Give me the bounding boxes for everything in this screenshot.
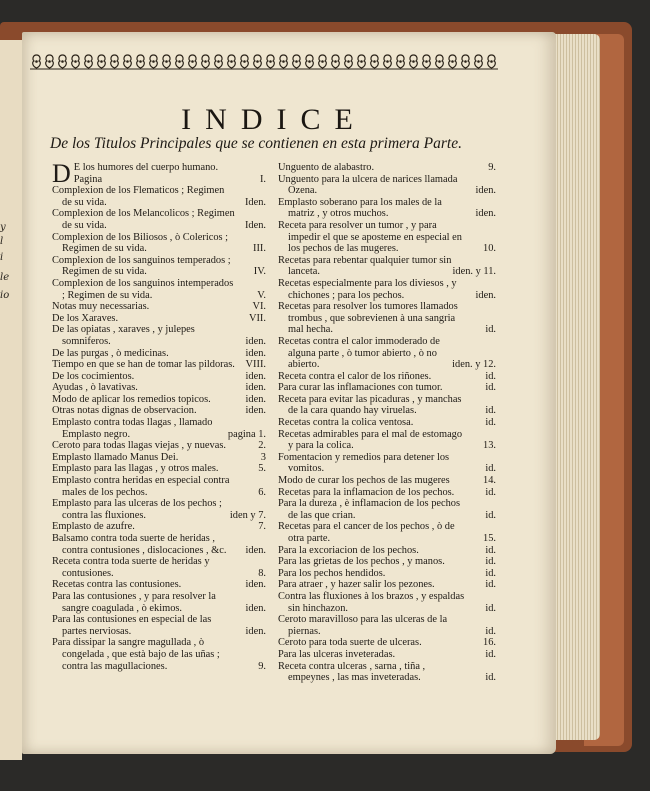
entry-title: Modo de aplicar los remedios topicos. [52, 393, 211, 405]
entry-title: Modo de curar los pechos de las mugeres [278, 475, 450, 487]
entry-page-number: iden. [245, 405, 266, 417]
margin-fragment: y [0, 222, 6, 233]
index-entry: Complexion de los sanguinos intemperados ; Regimen de su vida. V. [52, 277, 266, 301]
entry-page-number: id. [485, 370, 496, 382]
entry-title: Ceroto para toda suerte de ulceras. [278, 637, 422, 649]
entry-page-number: VII. [248, 312, 266, 324]
index-entry: Emplasto para las llagas , y otros males. 5. [52, 463, 266, 475]
entry-title: Para las contusiones en especial de las partes nerviosas. [52, 614, 212, 637]
entry-page-number: iden. [475, 208, 496, 220]
entry-page-number: iden. [245, 625, 266, 637]
index-entry [52, 185, 266, 208]
index-entry [278, 649, 496, 661]
entry-page-number: id. [485, 382, 496, 394]
entry-title: Emplasto para las llagas , y otros males. [52, 463, 219, 475]
entry-title: Recetas para la inflamacion de los pechos. [278, 486, 455, 498]
entry-page-number: iden. [245, 393, 266, 405]
entry-page-number: id. [485, 567, 496, 579]
entry-title: Para la excoriacion de los pechos. [278, 544, 419, 556]
entry-title: Complexion de los Biliosos , ò Colericos ; Regimen de su vida. [52, 231, 229, 255]
index-entry [52, 359, 266, 371]
entry-page-number: iden. [245, 579, 266, 591]
page-subtitle: De los Titulos Principales que se contienen en esta primera Parte. [50, 135, 462, 152]
index-entry [278, 545, 496, 557]
entry-page-number: id. [485, 672, 496, 684]
index-entry [278, 452, 496, 475]
entry-title: Recetas especialmente para los diviesos , y chichones ; para los pechos. [278, 277, 457, 301]
entry-title: Recetas para rebentar qualquier tumor sin lanceta. [278, 254, 452, 278]
entry-page-number: id. [485, 648, 496, 660]
index-column-left [52, 159, 266, 672]
entry-page-number: 10. [483, 243, 496, 255]
index-entry [52, 301, 266, 313]
entry-page-number: id. [485, 544, 496, 556]
index-entry [52, 405, 266, 417]
entry-title: Receta contra ulceras , sarna , tiña , empeynes , las mas inveteradas. [278, 660, 426, 684]
index-entry [52, 614, 266, 637]
index-entry [278, 614, 496, 637]
index-entry [278, 475, 496, 487]
index-entry: Unguento de alabastro. 9. [278, 162, 496, 173]
index-entry [278, 336, 496, 371]
margin-fragment: le [0, 272, 10, 283]
entry-title: Para atraer , y hazer salir los pezones. [278, 579, 435, 591]
index-entry [278, 498, 496, 521]
entry-page-number: IV. [253, 266, 266, 278]
entry-page-number: id. [485, 324, 496, 336]
index-entry [52, 591, 266, 614]
entry-title: Balsamo contra toda suerte de heridas , contra contusiones , dislocaciones , &c. [52, 533, 227, 556]
page-title: INDICE [181, 103, 367, 136]
index-entry [278, 637, 496, 649]
entry-title: Recetas contra la colica ventosa. [278, 417, 414, 429]
entry-page-number: iden. [245, 335, 266, 347]
entry-title: Ceroto maravilloso para las ulceras de la piernas. [278, 614, 448, 637]
index-entry: Ceroto para todas llagas viejas , y nuevas. 2. [52, 440, 266, 452]
index-entry [52, 208, 266, 231]
index-entry [52, 394, 266, 406]
entry-page-number: 16. [483, 637, 496, 649]
entry-title: Receta para resolver un tumor , y para impedir el que se aposteme en especial en los pechos de las mugeres. [278, 219, 462, 255]
entry-page-number: id. [485, 463, 496, 475]
entry-title: Para dissipar la sangre magullada , ò congelada , que està bajo de las uñas ; contra las magullaciones. [52, 637, 220, 672]
entry-page-number: pagina 1. [227, 428, 266, 440]
index-entry [52, 382, 266, 394]
entry-page-number: id. [485, 509, 496, 521]
entry-page-number: iden. [245, 382, 266, 394]
entry-title: Receta contra el calor de los riñones. [278, 370, 432, 382]
index-entry [278, 174, 496, 197]
entry-title: Para las ulceras inveteradas. [278, 648, 396, 660]
entry-title: E los humores del cuerpo humano. Pagina [73, 162, 219, 185]
entry-title: Emplasto de azufre. [52, 521, 135, 533]
entry-page-number: iden. [245, 347, 266, 359]
entry-page-number: iden. [475, 185, 496, 197]
entry-page-number: id. [485, 556, 496, 568]
entry-title: Ayudas , ò lavativas. [52, 382, 138, 394]
entry-page-number: Iden. [244, 219, 266, 231]
index-entry [52, 417, 266, 440]
entry-title: De los cocimientos. [52, 370, 135, 382]
decorative-border-ornament [30, 53, 498, 71]
index-entry: Receta contra toda suerte de heridas y contusiones. 8. [52, 556, 266, 579]
margin-fragment: i [0, 252, 4, 263]
entry-page-number: VIII. [245, 359, 266, 371]
entry-title: Tiempo en que se han de tomar las pildoras. [52, 359, 235, 371]
entry-title: Notas muy necessarias. [52, 301, 150, 313]
entry-title: Recetas contra las contusiones. [52, 579, 182, 591]
index-entry [52, 324, 266, 347]
index-entry [278, 579, 496, 591]
entry-title: Para las grietas de los pechos , y manos. [278, 556, 445, 568]
entry-page-number: id. [485, 417, 496, 429]
entry-title: Receta contra toda suerte de heridas y contusiones. [52, 556, 210, 579]
index-entry [278, 568, 496, 580]
entry-page-number: 13. [483, 440, 496, 452]
entry-title: De las opiatas , xaraves , y julepes somniferos. [52, 324, 195, 347]
entry-title: Emplasto contra todas llagas , llamado Emplasto negro. [52, 417, 213, 440]
index-entry [278, 197, 496, 220]
index-entry: Para dissipar la sangre magullada , ò congelada , que està bajo de las uñas ; contra las magullaciones. 9. [52, 637, 266, 672]
index-entry [52, 255, 266, 278]
entry-page-number: iden. [245, 544, 266, 556]
index-column-right [278, 162, 496, 684]
index-entry [278, 556, 496, 568]
index-entry [52, 533, 266, 556]
entry-title: Ceroto para todas llagas viejas , y nuevas. [52, 440, 226, 452]
entry-page-number: iden. y 12. [452, 359, 496, 371]
entry-title: Complexion de los Melancolicos ; Regimen de su vida. [52, 208, 235, 231]
index-entry [278, 394, 496, 417]
entry-page-number: iden y 7. [229, 509, 266, 521]
index-entry: Emplasto contra heridas en especial contra males de los pechos. 6. [52, 475, 266, 498]
index-entry [278, 278, 496, 301]
entry-page-number: Iden. [244, 196, 266, 208]
entry-title: Complexion de los sanguinos temperados ; Regimen de su vida. [52, 254, 231, 278]
entry-page-number: III. [253, 243, 266, 255]
index-entry [52, 498, 266, 521]
entry-page-number: iden. [245, 602, 266, 614]
index-entry [52, 313, 266, 325]
entry-title: Para la dureza , è inflamacion de los pechos de las que crian. [278, 498, 461, 521]
entry-page-number: I. [259, 173, 266, 185]
entry-page-number: iden. y 11. [452, 266, 496, 278]
entry-title: Unguento para la ulcera de narices llamada Ozena. [278, 173, 458, 197]
entry-title: Emplasto soberano para los males de la matriz , y otros muchos. [278, 196, 442, 220]
index-entry [278, 661, 496, 684]
index-entry [278, 417, 496, 429]
entry-title: Para curar las inflamaciones con tumor. [278, 382, 443, 394]
drop-cap-letter: D [52, 159, 71, 188]
index-entry [278, 255, 496, 278]
page-stack-edges [552, 34, 600, 740]
entry-page-number: id. [485, 602, 496, 614]
index-entry [52, 159, 266, 188]
entry-title: Para los pechos hendidos. [278, 567, 386, 579]
index-entry [52, 579, 266, 591]
entry-page-number: iden. [475, 289, 496, 301]
entry-title: Unguento de alabastro. [278, 162, 375, 173]
index-entry [278, 521, 496, 544]
margin-fragment: l [0, 236, 4, 247]
index-entry [52, 348, 266, 360]
entry-title: Fomentacion y remedios para detener los vomitos. [278, 451, 450, 475]
entry-title: Recetas para resolver los tumores llamados trombus , que sobrevienen à una sangria mal hecha. [278, 301, 458, 336]
entry-page-number: id. [485, 405, 496, 417]
entry-title: Otras notas dignas de observacion. [52, 405, 197, 417]
entry-page-number: iden. [245, 370, 266, 382]
index-entry [278, 487, 496, 499]
index-entry [278, 429, 496, 452]
entry-page-number: VI. [252, 301, 266, 313]
entry-title: Receta para evitar las picaduras , y manchas de la cara quando hay viruelas. [278, 393, 462, 417]
entry-title: Recetas admirables para el mal de estomago y para la colica. [278, 428, 463, 452]
entry-title: Para las contusiones , y para resolver la sangre coagulada , ò ekimos. [52, 590, 216, 614]
entry-title: De los Xaraves. [52, 312, 119, 324]
index-entry [278, 591, 496, 614]
index-entry [278, 382, 496, 394]
entry-title: Contra las fluxiones à los brazos , y espaldas sin hinchazon. [278, 590, 465, 614]
margin-fragment: io [0, 290, 10, 301]
entry-title: Complexion de los Flematicos ; Regimen de su vida. [52, 185, 225, 208]
index-entry [278, 301, 496, 336]
entry-title: De las purgas , ò medicinas. [52, 347, 169, 359]
entry-title: Recetas para el cancer de los pechos , ò de otra parte. [278, 521, 455, 544]
entry-title: Recetas contra el calor immoderado de alguna parte , ò tumor abierto , ò no abierto. [278, 335, 440, 371]
index-entry [278, 371, 496, 383]
entry-title: Emplasto llamado Manus Dei. [52, 451, 179, 463]
entry-page-number: 15. [483, 533, 496, 544]
entry-page-number: id. [485, 625, 496, 637]
index-entry [278, 220, 496, 255]
entry-page-number: id. [485, 579, 496, 591]
entry-page-number: 14. [483, 475, 496, 487]
entry-title: Emplasto contra heridas en especial contra males de los pechos. [52, 475, 230, 498]
entry-title: Complexion de los sanguinos intemperados ; Regimen de su vida. [52, 277, 234, 301]
facing-page-edge [0, 40, 22, 760]
index-entry: Emplasto llamado Manus Dei. 3 [52, 451, 266, 463]
index-entry: Emplasto de azufre. 7. [52, 521, 266, 533]
index-entry [52, 371, 266, 383]
entry-title: Emplasto para las ulceras de los pechos ; contra las fluxiones. [52, 498, 222, 521]
index-entry [52, 232, 266, 255]
entry-page-number: id. [485, 486, 496, 498]
